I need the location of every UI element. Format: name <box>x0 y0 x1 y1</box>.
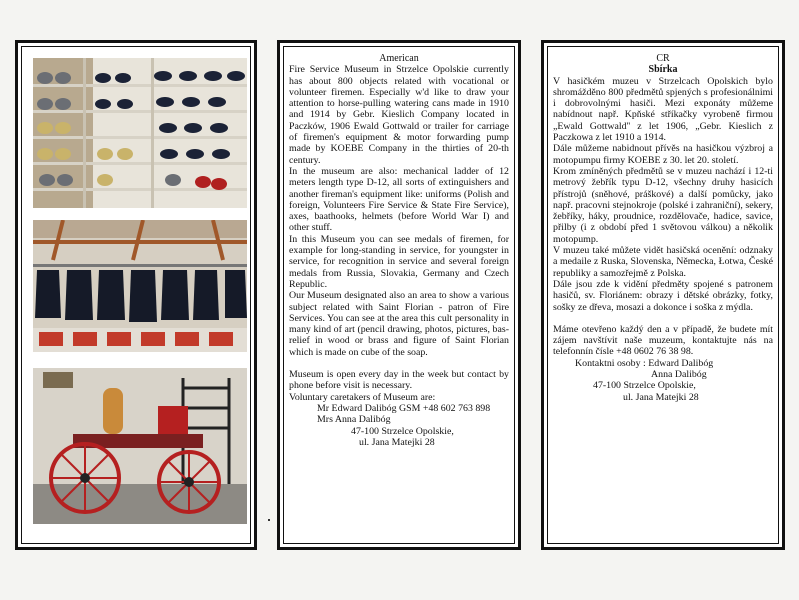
czech-paragraph-equipment: Krom zmíněných předmětů se v muzeu nachází i 12-ti metrový žebřík typu D-12, všechny druhy hasicích přístrojů (sněhové, práškové) a další pomůcky, jako např. pracovni stejnokroje (polské i zahraniční), sekery, žebříky, háky, proudnice, rozdělovače, hadice, savice, přilby (i z období před 1 světovou válkou) a několik motopump. <box>553 165 773 245</box>
english-paragraph-collection: Fire Service Museum in Strzelce Opolskie currently has about 800 objects related with vocational or volunteer firemen. Especially w'd like to draw your attention to horse-pulling watering cans made in 1910 and 1914 by Gebr. Kieslich Company located in Paczków, 1906 Ewald Gottwald or trailer for carriage of firemen's equipment & motor forwarding pump made by KOEBE Company in the thirties of 20-th century. <box>289 64 509 166</box>
czech-contact-name: Anna Dalibóg <box>651 369 707 381</box>
helmet-shelves-illustration <box>33 58 247 208</box>
english-caretakers-heading: Voluntary caretakers of Museum are: <box>289 391 436 403</box>
english-contact-city: 47-100 Strzelce Opolskie, <box>351 425 454 437</box>
english-panel-inner-border <box>283 46 515 544</box>
english-paragraph-saint-florian: Our Museum designated also an area to show a various subject related with Saint Florian - patron of Fire Services. You can see at the area this cult personality in many kind of art (pencil drawing, photos, pictures, bas-relief in wood or brass and figure of Saint Florian which is made on cube of the soap. <box>289 290 509 358</box>
stray-dot <box>268 519 270 521</box>
english-contact-street: ul. Jana Matejki 28 <box>359 436 435 448</box>
english-text-panel <box>277 40 521 550</box>
english-opening-hours: Museum is open every day in the week but contact by phone before visit is necessary. <box>289 369 509 392</box>
czech-contact-street: ul. Jana Matejki 28 <box>623 391 699 403</box>
czech-paragraph-trailer: Dále můžeme nabidnout přívěs na hasičkou výzbroj a motopumpu firmy KOEBE z 30. let 20. století. <box>553 143 773 166</box>
english-text-column <box>289 53 509 537</box>
english-paragraph-equipment: In the museum are also: mechanical ladder of 12 meters length type D-12, all sorts of extinguishers and another fireman's equipment like: uniforms (Polish and foreign, Volunteers Fire Service & State Fire Service), axes, baathooks, helmets (before World War I) and other stuff. <box>289 165 509 234</box>
horse-drawn-fire-engine-photo <box>33 368 247 524</box>
czech-text-panel <box>541 40 785 550</box>
czech-panel-inner-border <box>547 46 779 544</box>
czech-paragraph-saint-florian: Dále jsou zde k vidění předměty spojené s patronem hasičů, sv. Floriánem: obrazy i dětské obrázky, fotky, sošky ze dřeva, mosazi a dokonce i soška z mýdla. <box>553 278 773 313</box>
czech-contact-city: 47-100 Strzelce Opolskie, <box>593 380 696 392</box>
english-contact-name: Mrs Anna Dalibóg <box>317 414 391 426</box>
photos-panel-inner-border <box>21 46 251 544</box>
fire-engine-illustration <box>33 368 247 524</box>
czech-contact-persons: Kontaktni osoby : Edward Dalibóg <box>575 357 714 369</box>
photos-panel <box>15 40 257 550</box>
english-paragraph-medals: In this Museum you can see medals of firemen, for example for long-standing in service, for youngster in service, for recognition in service and several foreign medals from Russia, Slovakia, Germany and Czech Republic. <box>289 233 509 290</box>
helmet-shelves-photo <box>33 58 247 208</box>
english-title: American <box>379 53 419 64</box>
czech-title-collection: Sbírka <box>648 64 678 76</box>
czech-text-column <box>553 53 773 537</box>
czech-opening-hours: Máme otevřeno každý den a v případě, že budete mít zájem navštívit naše muzeum, kontaktujte nás na telefonnín čísle +48 0602 76 38 98. <box>553 323 773 358</box>
czech-paragraph-collection: V hasičkém muzeu v Strzelcach Opolskich bylo shromážděno 800 předmětů spjených s profesionálnimi i dobrovolnými hasiči. Mezi exponáty můžeme nabídnout např. Kpňské stříkačky vyrobeně firmou „Ewald Gottwald'' z let 1906, „Gebr. Kieslich z Paczkowa z let 1910 a 1914. <box>553 75 773 144</box>
english-contact-phone: Mr Edward Dalibóg GSM +48 602 763 898 <box>317 402 491 414</box>
czech-paragraph-medals: V muzeu také můžete vidět hasičská ocenění: odznaky a medaile z Ruska, Slovenska, Německa, Łotwa, České republiky a samozřejmě z Polska. <box>553 245 773 279</box>
uniforms-illustration <box>33 220 247 352</box>
uniforms-display-photo <box>33 220 247 352</box>
czech-title-country: CR <box>656 53 670 64</box>
